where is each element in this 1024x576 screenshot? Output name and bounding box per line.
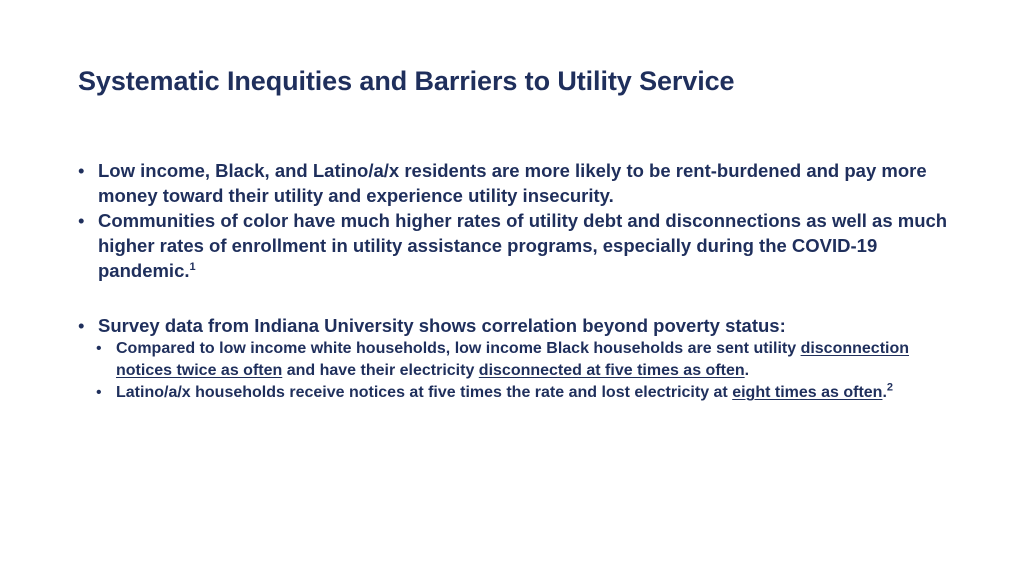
bullet-text: Survey data from Indiana University shows correlation beyond poverty status: xyxy=(98,315,786,336)
bullet-item xyxy=(78,313,958,338)
sub-bullet-text: Compared to low income white households, low income Black households are sent utility xyxy=(116,340,801,357)
sublist-container xyxy=(78,338,958,404)
underlined-phrase: disconnected at five times as often xyxy=(478,362,745,379)
bullet-list-survey xyxy=(78,313,958,404)
bullet-icon: • xyxy=(78,210,85,231)
sub-bullet-text: Latino/a/x households receive notices at five times the rate and lost electricity at xyxy=(116,384,733,401)
bullet-item xyxy=(78,158,958,208)
bullet-icon: • xyxy=(96,340,102,357)
sub-bullet-text: . xyxy=(882,384,887,401)
sub-bullet-item xyxy=(96,338,936,382)
sub-bullet-text: . xyxy=(744,362,750,379)
underlined-phrase: disconnection notices twice as often xyxy=(116,340,910,379)
slide-title: Systematic Inequities and Barriers to Utility Service xyxy=(78,66,735,96)
sub-bullet-text: and have their electricity xyxy=(282,362,479,379)
sub-bullet-list xyxy=(96,338,936,404)
bullet-icon: • xyxy=(96,384,102,401)
underlined-phrase: eight times as often xyxy=(732,384,883,401)
sub-bullet-item xyxy=(96,382,936,404)
bullet-icon: • xyxy=(78,160,85,181)
bullet-item xyxy=(78,208,958,283)
bullet-list-top xyxy=(78,158,958,283)
bullet-text: Low income, Black, and Latino/a/x residents are more likely to be rent-burdened and pay more money toward their utility and experience utility insecurity. xyxy=(98,160,927,206)
footnote-marker: 2 xyxy=(886,381,894,394)
bullet-icon: • xyxy=(78,315,85,336)
bullet-text: Communities of color have much higher rates of utility debt and disconnections as well as much higher rates of enrollment in utility assistance programs, especially during the COVID-19 pandemic. xyxy=(98,210,948,281)
footnote-marker: 1 xyxy=(189,260,196,273)
